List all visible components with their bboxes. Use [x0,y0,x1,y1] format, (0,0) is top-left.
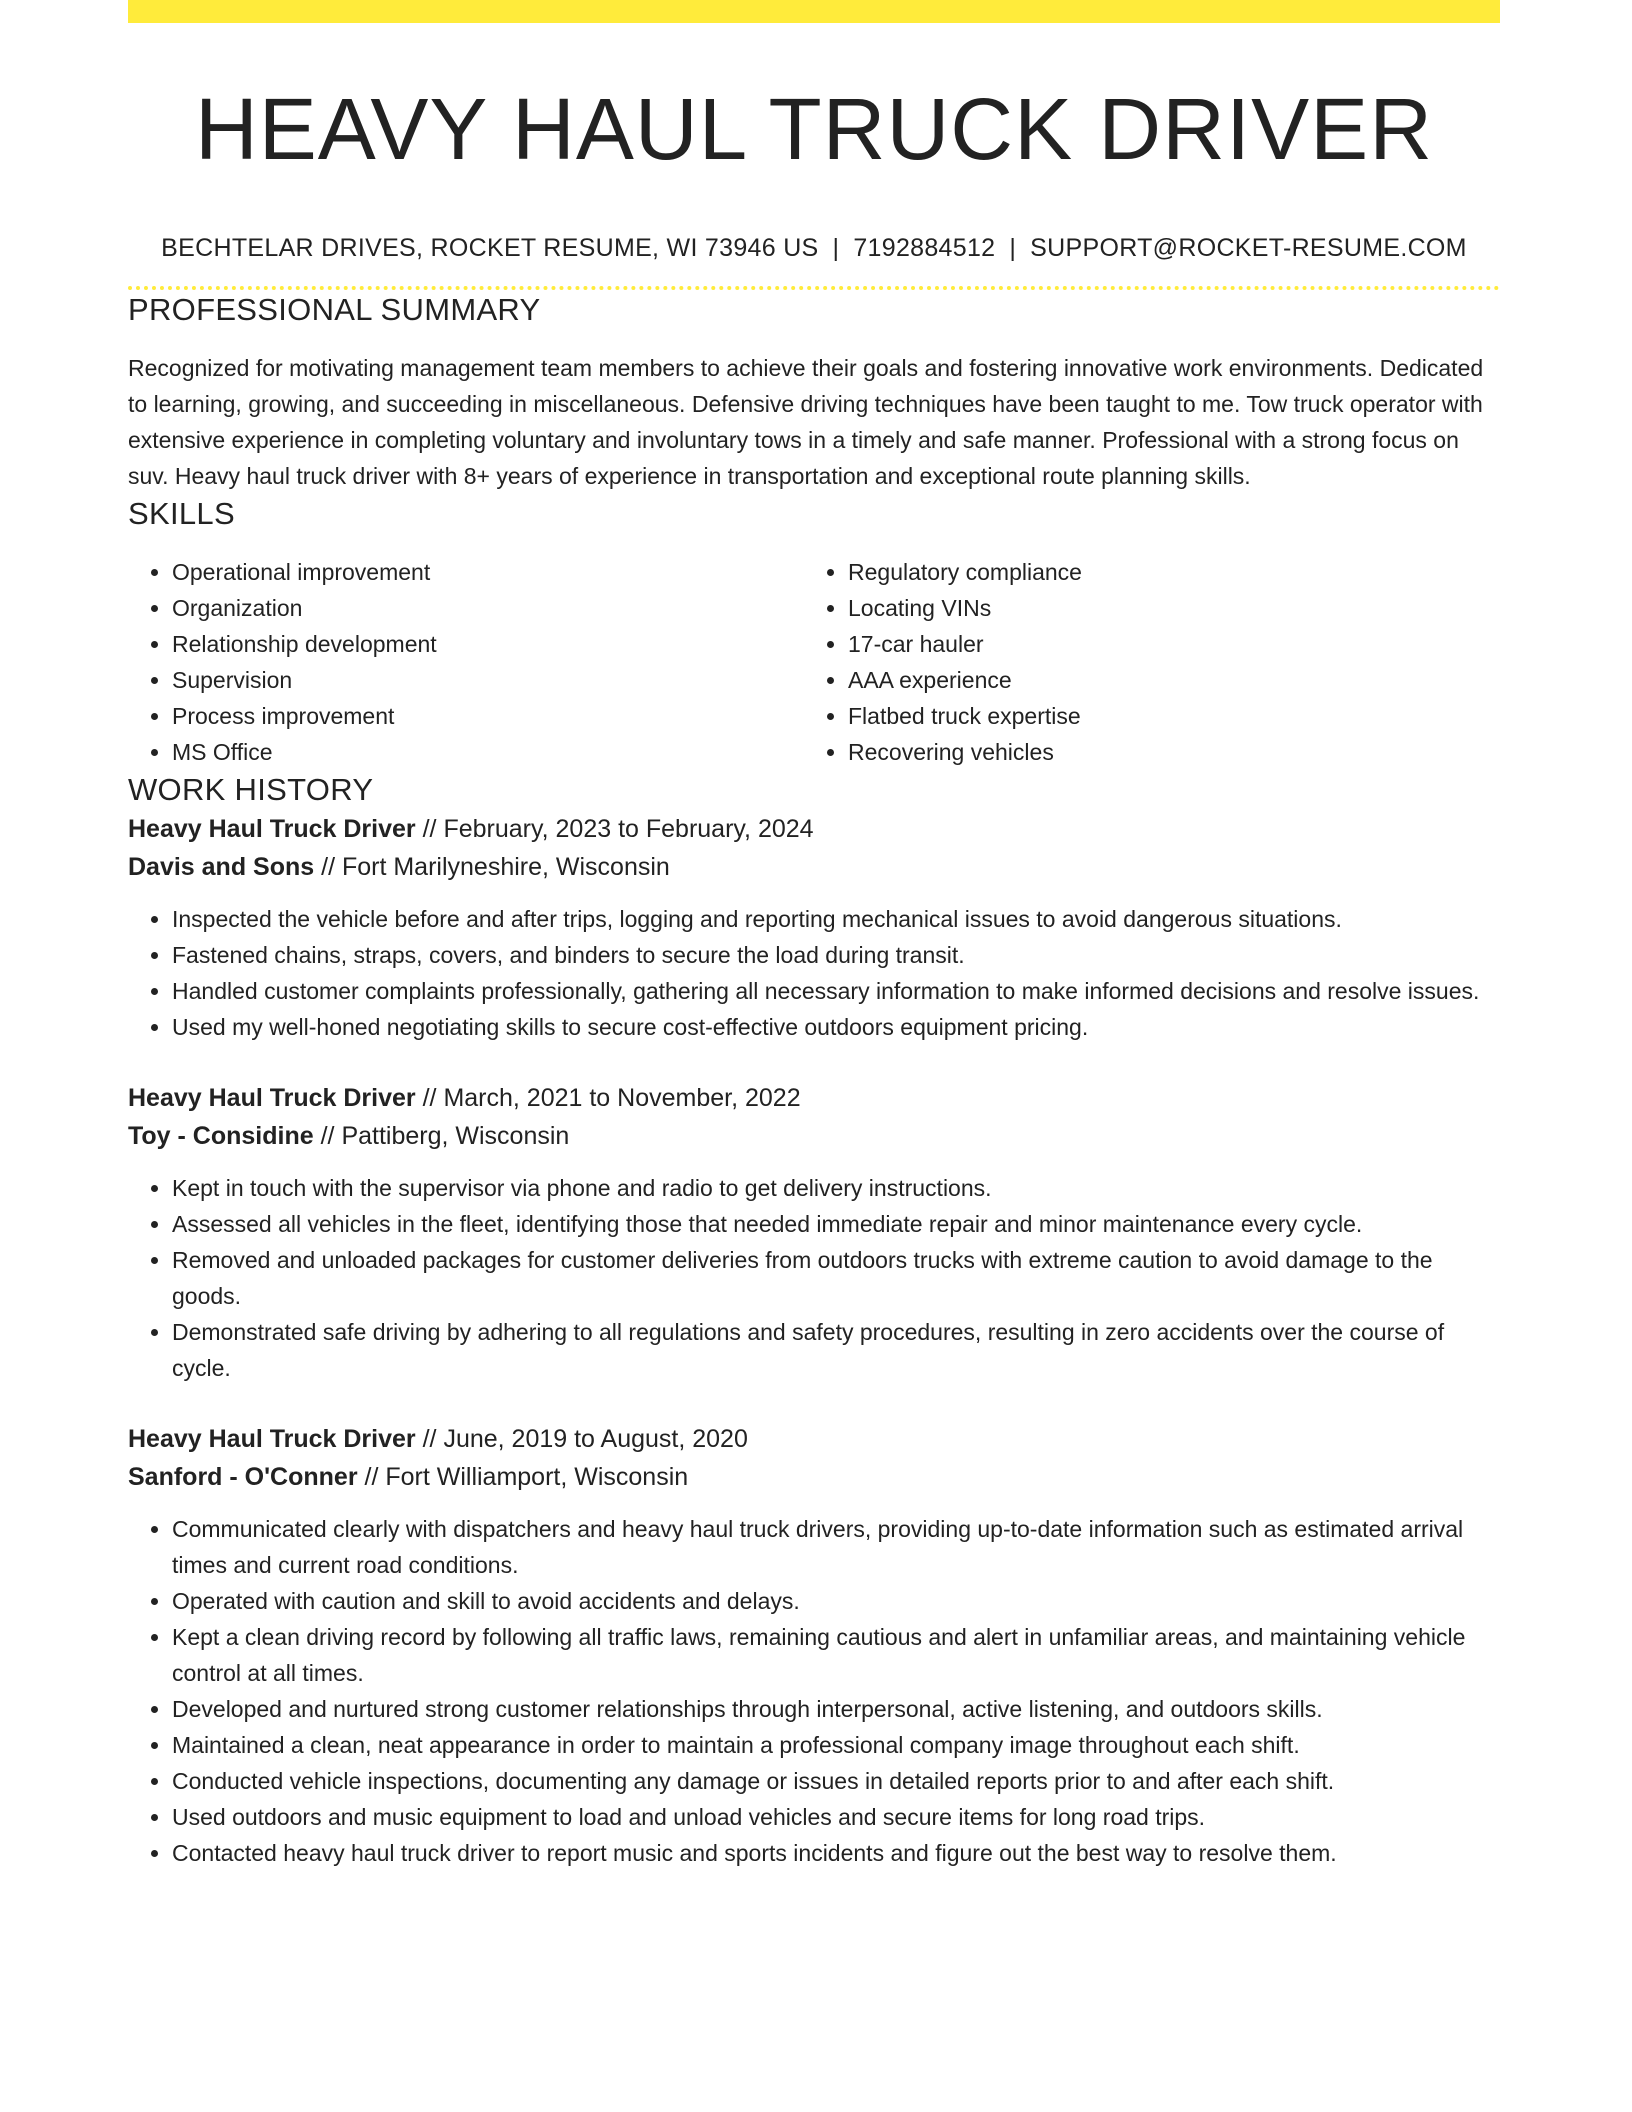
resume-content [128,0,1500,1871]
skill-item: • Locating VINs [848,590,1480,626]
skills-heading: SKILLS [128,496,235,531]
job-bullet: • Operated with caution and skill to avoid accidents and delays. [172,1583,1500,1619]
skill-item: • MS Office [172,734,804,770]
job-bullet: • Demonstrated safe driving by adhering to all regulations and safety procedures, resulting in zero accidents over the course of cycle. [172,1314,1500,1386]
job-title-line [128,1420,1500,1458]
skill-item: • Relationship development [172,626,804,662]
job-company: Davis and Sons [128,853,315,881]
job-bullet: • Used outdoors and music equipment to load and unload vehicles and secure items for long road trips. [172,1799,1500,1835]
job-bullet: • Communicated clearly with dispatchers and heavy haul truck drivers, providing up-to-date information such as estimated arrival times and current road conditions. [172,1511,1500,1583]
job-bullet: • Fastened chains, straps, covers, and binders to secure the load during transit. [172,937,1500,973]
job-title-line [128,1079,1500,1117]
job-entry [128,810,1500,1045]
job-entry [128,1420,1500,1871]
job-bullet: • Developed and nurtured strong customer relationships through interpersonal, active listening, and outdoors skills. [172,1691,1500,1727]
job-bullet: • Kept in touch with the supervisor via phone and radio to get delivery instructions. [172,1170,1500,1206]
skill-item: • Regulatory compliance [848,554,1480,590]
job-bullet: • Handled customer complaints professionally, gathering all necessary information to make informed decisions and resolve issues. [172,973,1500,1009]
job-company-line [128,1117,1500,1155]
contact-line [128,232,1500,264]
job-location: // Pattiberg, Wisconsin [313,1122,570,1150]
skill-item: • Organization [172,590,804,626]
job-bullet: • Contacted heavy haul truck driver to report music and sports incidents and figure out the best way to resolve them. [172,1835,1500,1871]
skills-columns [128,554,1500,770]
job-company-line [128,1458,1500,1496]
skill-item: • Operational improvement [172,554,804,590]
job-bullet: • Kept a clean driving record by following all traffic laws, remaining cautious and alert in unfamiliar areas, and maintaining vehicle control at all times. [172,1619,1500,1691]
contact-separator: | [832,234,840,262]
job-dates: // February, 2023 to February, 2024 [415,815,814,843]
job-location: // Fort Williamport, Wisconsin [357,1463,689,1491]
job-bullet: • Inspected the vehicle before and after trips, logging and reporting mechanical issues to avoid dangerous situations. [172,901,1500,937]
job-entry [128,1079,1500,1386]
skill-item: • Supervision [172,662,804,698]
job-role: Heavy Haul Truck Driver [128,1084,416,1112]
contact-separator: | [1009,234,1017,262]
contact-email: SUPPORT@ROCKET-RESUME.COM [1030,234,1467,262]
work-history-heading: WORK HISTORY [128,772,374,807]
job-bullet: • Used my well-honed negotiating skills to secure cost-effective outdoors equipment pricing. [172,1009,1500,1045]
job-bullet: • Removed and unloaded packages for customer deliveries from outdoors trucks with extreme caution to avoid damage to the goods. [172,1242,1500,1314]
job-bullet: • Conducted vehicle inspections, documenting any damage or issues in detailed reports prior to and after each shift. [172,1763,1500,1799]
job-dates: // June, 2019 to August, 2020 [415,1425,748,1453]
summary-text: Recognized for motivating management team members to achieve their goals and fostering innovative work environments. Dedicated to learning, growing, and succeeding in miscellaneous. Defensive driving techniques have been taught to me. Tow truck operator with extensive experience in completing voluntary and involuntary tows in a timely and safe manner. Professional with a strong focus on suv. Heavy haul truck driver with 8+ years of experience in transportation and exceptional route planning skills. [128,355,1484,489]
job-title-line [128,810,1500,848]
summary-heading: PROFESSIONAL SUMMARY [128,292,541,327]
skill-item: • Process improvement [172,698,804,734]
job-bullets [128,1511,1500,1871]
job-role: Heavy Haul Truck Driver [128,815,416,843]
skills-right-list [804,554,1480,770]
contact-address: BECHTELAR DRIVES, ROCKET RESUME, WI 73946 US [161,234,819,262]
job-role: Heavy Haul Truck Driver [128,1425,416,1453]
job-bullet: • Maintained a clean, neat appearance in order to maintain a professional company image throughout each shift. [172,1727,1500,1763]
job-bullets [128,1170,1500,1386]
job-bullets [128,901,1500,1045]
job-company: Sanford - O'Conner [128,1463,358,1491]
contact-phone: 7192884512 [853,234,996,262]
resume-name-title: HEAVY HAUL TRUCK DRIVER [194,81,1434,178]
job-dates: // March, 2021 to November, 2022 [415,1084,801,1112]
job-bullet: • Assessed all vehicles in the fleet, identifying those that needed immediate repair and minor maintenance every cycle. [172,1206,1500,1242]
job-location: // Fort Marilyneshire, Wisconsin [314,853,670,881]
job-company-line [128,848,1500,886]
job-company: Toy - Considine [128,1122,314,1150]
skills-left-list [128,554,804,770]
skill-item: • Flatbed truck expertise [848,698,1480,734]
skill-item: • 17-car hauler [848,626,1480,662]
skill-item: • Recovering vehicles [848,734,1480,770]
skill-item: • AAA experience [848,662,1480,698]
